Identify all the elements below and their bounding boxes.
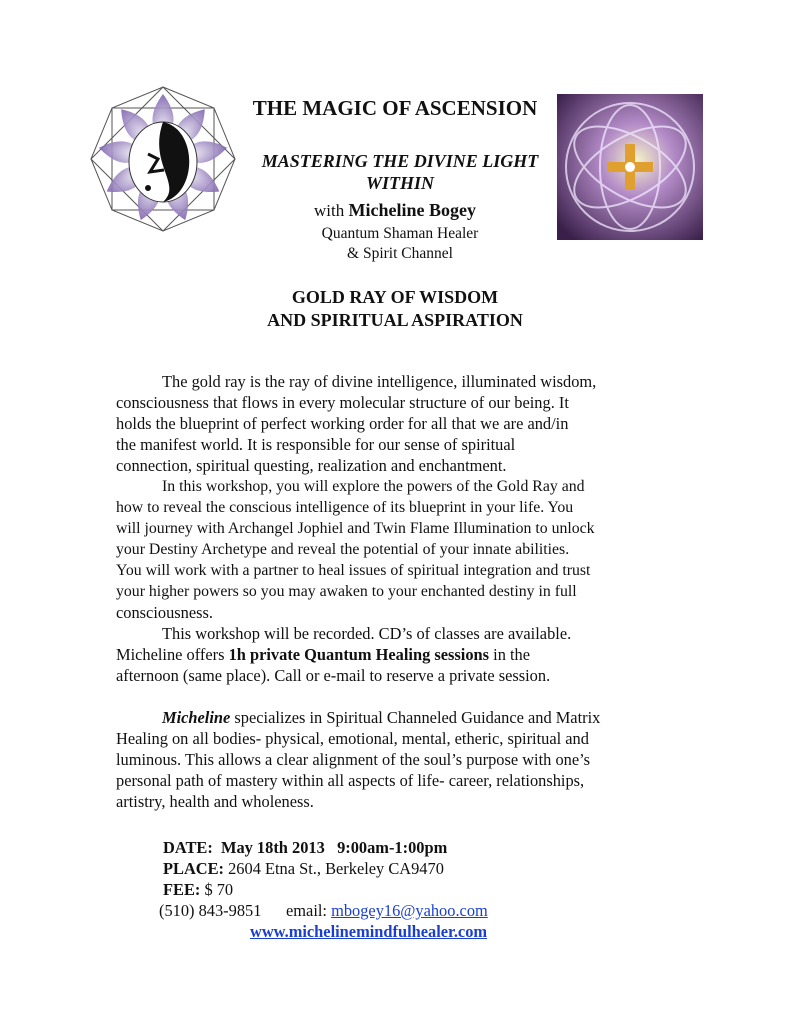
text-line: consciousness. (116, 603, 213, 622)
text-fragment: in the (489, 645, 531, 664)
text-line: your higher powers so you may awaken to your enchanted destiny in full (116, 583, 577, 600)
text-line: your Destiny Archetype and reveal the potential of your innate abilities. (116, 541, 570, 558)
role-line: Quantum Shaman Healer (321, 225, 479, 242)
text-line: holds the blueprint of perfect working order for all that we are and/in (116, 414, 569, 433)
fee-value: $ 70 (200, 880, 234, 899)
text-line: the manifest world. It is responsible for our sense of spiritual (116, 435, 516, 454)
micheline-lead: Micheline (162, 708, 231, 727)
presenter-role (250, 224, 550, 264)
email-link[interactable]: mbogey16@yahoo.com (331, 901, 488, 920)
text-line: luminous. This allows a clear alignment of the soul’s purpose with one’s (116, 750, 591, 769)
sessions-highlight: 1h private Quantum Healing sessions (228, 645, 490, 664)
website-link[interactable]: www.michelinemindfulhealer.com (250, 922, 488, 941)
event-place (163, 858, 488, 879)
phone-number: (510) 843-9851 (159, 901, 262, 920)
text-fragment: Micheline offers (116, 645, 229, 664)
presenter (250, 200, 540, 221)
text-line: This workshop will be recorded. CD’s of classes are available. (162, 624, 572, 643)
event-subtitle (250, 150, 550, 194)
text-line: consciousness that flows in every molecular structure of our being. It (116, 393, 569, 412)
text-line: Healing on all bodies- physical, emotional, mental, etheric, spiritual and (116, 729, 589, 748)
with-label: with (314, 201, 345, 220)
subtitle-line: WITHIN (365, 173, 434, 193)
event-fee (163, 879, 488, 900)
role-line: & Spirit Channel (347, 245, 453, 262)
place-value: 2604 Etna St., Berkeley CA9470 (224, 859, 444, 878)
event-date: DATE: May 18th 2013 9:00am-1:00pm (163, 838, 448, 857)
section-title (150, 286, 640, 332)
section-title-line: AND SPIRITUAL ASPIRATION (267, 310, 523, 330)
fee-label: FEE: (163, 880, 201, 899)
text-line: personal path of mastery within all aspects of life- career, relationships, (116, 771, 585, 790)
text-line (116, 707, 600, 728)
contact-line (159, 900, 488, 921)
sacred-geometry-image (557, 94, 703, 240)
place-label: PLACE: (163, 859, 225, 878)
text-line: You will work with a partner to heal issues of spiritual integration and trust (116, 562, 591, 579)
text-line: In this workshop, you will explore the powers of the Gold Ray and (162, 478, 585, 495)
text-line (116, 644, 600, 665)
text-line: will journey with Archangel Jophiel and Twin Flame Illumination to unlock (116, 520, 595, 537)
body-text (116, 350, 600, 854)
lotus-yin-yang-logo (88, 84, 238, 234)
subtitle-line: MASTERING THE DIVINE LIGHT (261, 151, 539, 171)
event-info (159, 816, 488, 984)
text-line: connection, spiritual questing, realization and enchantment. (116, 456, 507, 475)
section-title-line: GOLD RAY OF WISDOM (291, 287, 499, 307)
email-label: email: (261, 901, 332, 920)
event-title: THE MAGIC OF ASCENSION (252, 96, 538, 120)
text-line: artistry, health and wholeness. (116, 792, 314, 811)
text-line: how to reveal the conscious intelligence of its blueprint in your life. You (116, 499, 574, 516)
text-line: The gold ray is the ray of divine intelligence, illuminated wisdom, (162, 372, 597, 391)
text-line: afternoon (same place). Call or e-mail to reserve a private session. (116, 666, 551, 685)
text-fragment: specializes in Spiritual Channeled Guidance and Matrix (230, 708, 601, 727)
presenter-name: Micheline Bogey (348, 200, 476, 220)
